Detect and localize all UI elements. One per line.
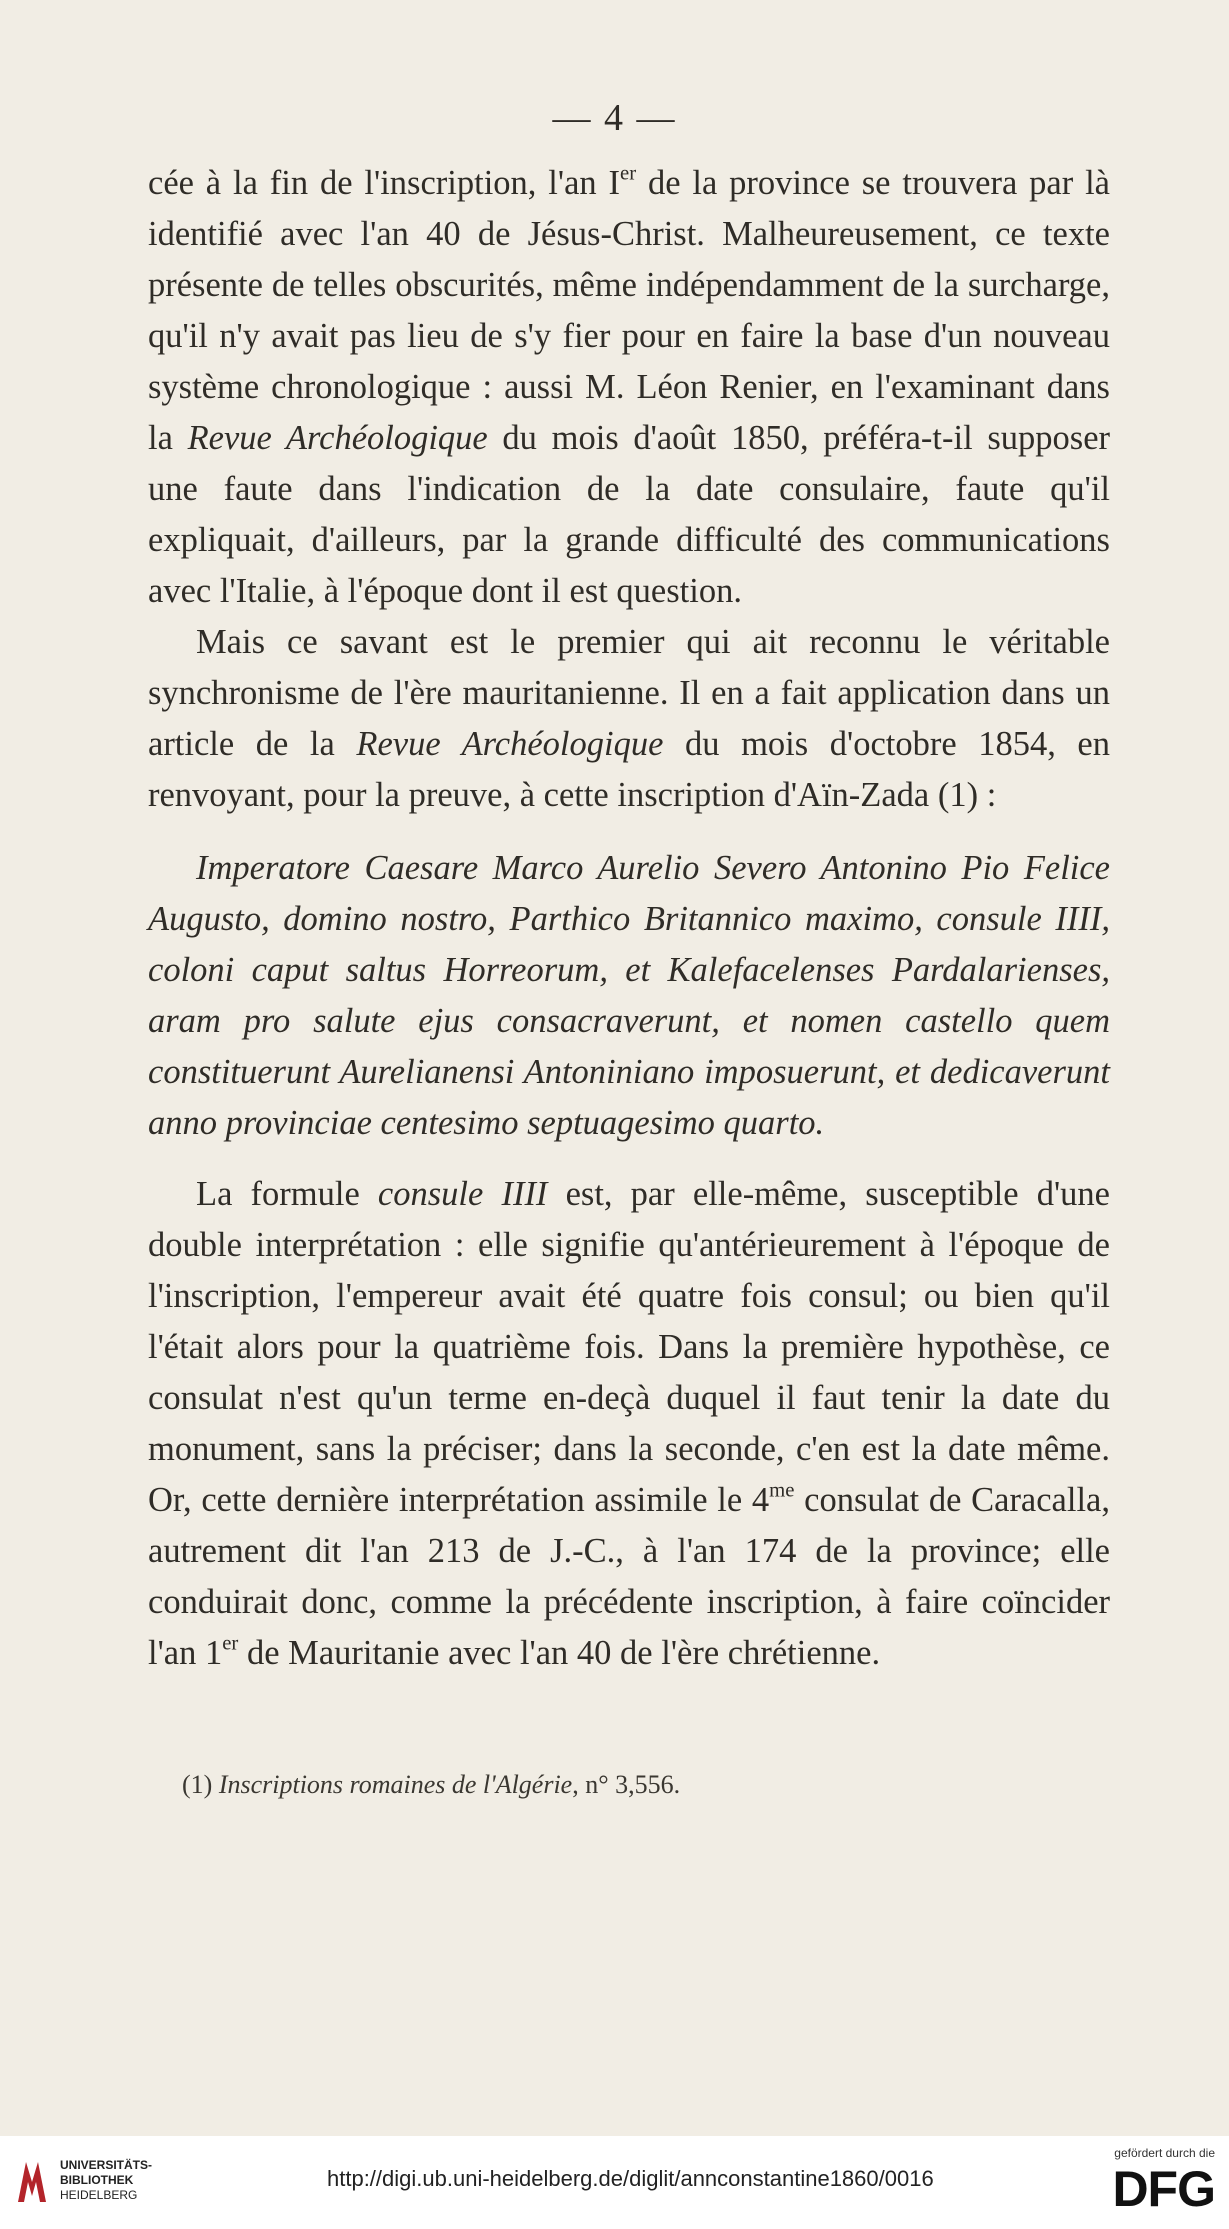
library-line-3: HEIDELBERG: [60, 2188, 138, 2202]
footnote-title: Inscriptions romaines de l'Algérie: [218, 1770, 573, 1799]
journal-title-2: Revue Archéologique: [356, 725, 664, 763]
superscript-er: er: [620, 162, 637, 185]
paragraph-2-start: Mais ce savant est le premier qui ait reconnu le véritable synchronisme de l'ère mauritanienne. Il en a fait application dans un article de la: [148, 623, 1110, 763]
footnote-rest: , n° 3,556.: [572, 1770, 681, 1799]
paragraph-2-end: du mois d'octobre 1854, en renvoyant, pour la preuve, à cette inscription d'Aïn-Zada (1) :: [148, 725, 1110, 814]
university-library-name: [60, 2158, 152, 2203]
paragraph-3-middle: est, par elle-même, susceptible d'une double interprétation : elle signifie qu'antérieurement à l'époque de l'inscription, l'empereur avait été quatre fois consul; ou bien qu'il l'était alors pour la quatrième fois. Dans la première hypothèse, ce consulat n'est qu'un terme en-deçà duquel il faut tenir la date du monument, sans la préciser; dans la seconde, c'en est la date même. Or, cette dernière interprétation assimile le 4: [148, 1175, 1110, 1519]
paragraph-2: [148, 617, 1110, 821]
paragraph-3-end: de Mauritanie avec l'an 40 de l'ère chrétienne.: [238, 1634, 881, 1672]
dfg-logo-icon: DFG: [1112, 2161, 1215, 2217]
paragraph-3-start: La formule: [196, 1175, 378, 1213]
paragraph-3: [148, 1169, 1110, 1679]
footnote-mark: (1): [182, 1770, 219, 1799]
paragraph-1-start: cée à la fin de l'inscription, l'an I: [148, 164, 621, 202]
footer-bar: [0, 2136, 1229, 2229]
funding-caption: gefördert durch die: [1114, 2146, 1215, 2160]
paragraph-1: [148, 158, 1110, 617]
paragraph-3-later: consulat de Caracalla, autrement dit l'an 213 de J.-C., à l'an 174 de la province; elle conduirait donc, comme la précédente inscription, à faire coïncider l'an 1: [148, 1481, 1110, 1672]
paragraph-1-middle: de la province se trouvera par là identifié avec l'an 40 de Jésus-Christ. Malheureusement, ce texte présente de telles obscurités, même indépendamment de la surcharge, qu'il n'y avait pas lieu de s'y fier pour en faire la base d'un nouveau système chronologique : aussi M. Léon Renier, en l'examinant dans la: [148, 164, 1110, 457]
footnote: [182, 1770, 680, 1800]
library-line-1: UNIVERSITÄTS-: [60, 2158, 153, 2172]
superscript-er-2: er: [222, 1632, 239, 1655]
university-library-logo-icon: [12, 2156, 52, 2208]
permalink[interactable]: http://digi.ub.uni-heidelberg.de/diglit/annconstantine1860/0016: [327, 2166, 934, 2191]
formula-consule: consule IIII: [377, 1175, 548, 1213]
library-line-2: BIBLIOTHEK: [60, 2173, 134, 2187]
body-text: [148, 158, 1110, 1679]
latin-inscription: Imperatore Caesare Marco Aurelio Severo Antonino Pio Felice Augusto, domino nostro, Parthico Britannico maximo, consule IIII, coloni caput saltus Horreorum, et Kalefacelenses Pardalarienses, aram pro salute ejus consacraverunt, et nomen castello quem constituerunt Aurelianensi Antoniniano imposuerunt, et dedicaverunt anno provinciae centesimo septuagesimo quarto.: [148, 849, 1110, 1142]
superscript-me: me: [769, 1479, 795, 1502]
paragraph-1-end: du mois d'août 1850, préféra-t-il supposer une faute dans l'indication de la date consulaire, faute qu'il expliquait, d'ailleurs, par la grande difficulté des communications avec l'Italie, à l'époque dont il est question.: [148, 419, 1110, 610]
journal-title: Revue Archéologique: [187, 419, 488, 457]
funding-notice: [1075, 2146, 1215, 2216]
page-number: — 4 —: [552, 97, 677, 139]
